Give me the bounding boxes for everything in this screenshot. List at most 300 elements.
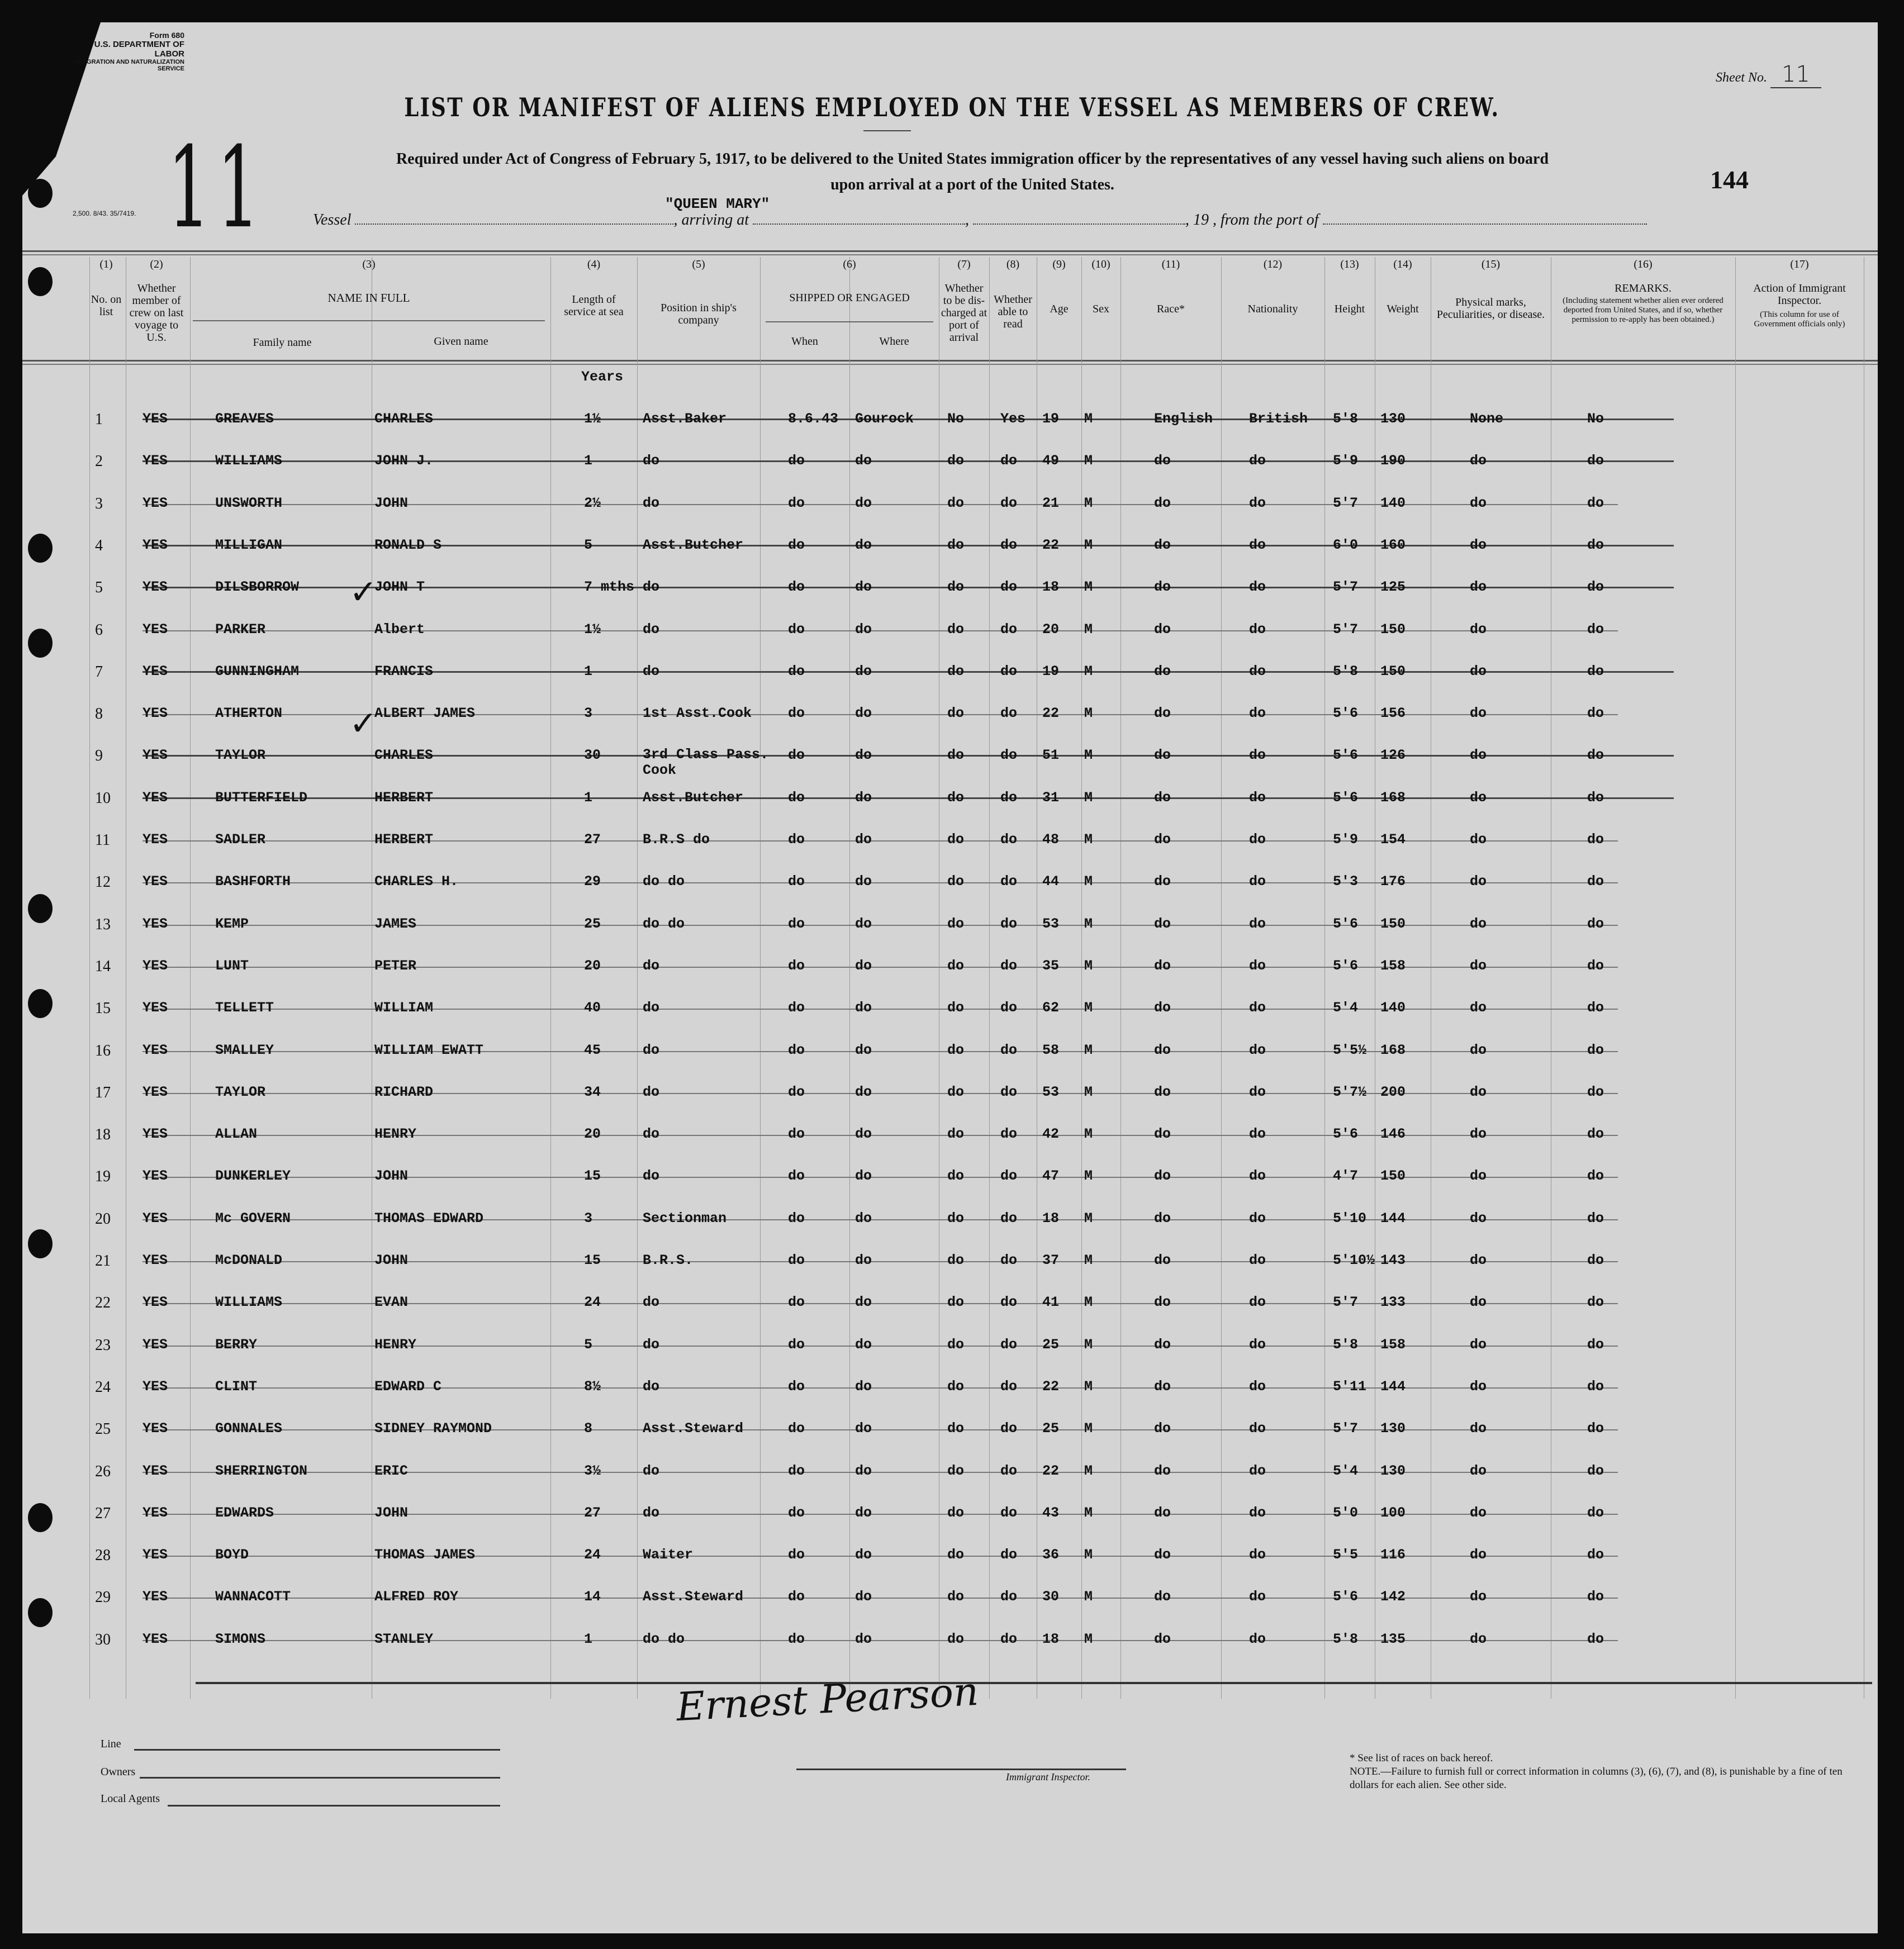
- arriving-date-field[interactable]: [973, 208, 1185, 225]
- sheet-number-value: 11: [1770, 61, 1821, 88]
- crew-last-voyage: YES: [143, 1252, 168, 1268]
- shipped-where: do: [855, 1504, 872, 1521]
- family-name: SIMONS: [215, 1630, 266, 1647]
- shipped-when: do: [788, 957, 805, 974]
- from-port-field[interactable]: [1323, 208, 1647, 225]
- able-to-read: do: [1000, 1378, 1018, 1395]
- remarks: do: [1587, 1294, 1604, 1311]
- race: do: [1154, 1336, 1171, 1353]
- height: 5'6: [1333, 747, 1359, 764]
- position: Waiter: [643, 1547, 694, 1563]
- table-row: [0, 1589, 1904, 1611]
- height: 5'8: [1333, 411, 1359, 427]
- list-end-rule: [196, 1682, 1872, 1684]
- age: 20: [1042, 621, 1060, 638]
- subtitle-line-2: upon arrival at a port of the United States.: [830, 176, 1114, 193]
- remarks: do: [1587, 1336, 1604, 1353]
- race: do: [1154, 1168, 1171, 1185]
- given-name: JAMES: [374, 915, 417, 932]
- sex: M: [1084, 1042, 1093, 1058]
- able-to-read: do: [1000, 495, 1018, 511]
- discharged: do: [947, 495, 965, 511]
- sex: M: [1084, 1126, 1093, 1143]
- given-name: JOHN: [374, 1252, 409, 1268]
- discharged: do: [947, 1589, 965, 1605]
- crew-last-voyage: YES: [143, 1168, 168, 1185]
- page-subtitle: [302, 146, 1643, 198]
- family-name: KEMP: [215, 915, 249, 932]
- table-row: [0, 411, 1904, 433]
- race: do: [1154, 1294, 1171, 1311]
- age: 31: [1042, 789, 1060, 806]
- col-9-header: Age: [1050, 303, 1069, 315]
- race: English: [1154, 411, 1213, 427]
- position: do: [643, 1378, 660, 1395]
- physical-marks: do: [1470, 1462, 1487, 1479]
- family-name: PARKER: [215, 621, 266, 638]
- position: B.R.S do: [643, 831, 710, 848]
- strike-through-line: [143, 545, 1674, 546]
- family-name: SADLER: [215, 831, 266, 848]
- position: Sectionman: [643, 1210, 727, 1227]
- shipped-where: do: [855, 1083, 872, 1100]
- year-label: , 19: [1185, 211, 1209, 229]
- col-5-header: Position in ship's company: [661, 302, 737, 326]
- nationality: do: [1249, 495, 1266, 511]
- shipped-where: do: [855, 705, 872, 722]
- handwritten-number: 11: [168, 123, 267, 253]
- race: do: [1154, 1589, 1171, 1605]
- able-to-read: do: [1000, 747, 1018, 764]
- given-name: CHARLES: [374, 747, 434, 764]
- nationality: do: [1249, 1083, 1266, 1100]
- sex: M: [1084, 705, 1093, 722]
- position: Asst.Butcher: [643, 536, 744, 553]
- service-length: 15: [584, 1252, 601, 1268]
- race: do: [1154, 1000, 1171, 1016]
- shipped-when: do: [788, 1210, 805, 1227]
- vessel-line: "QUEEN MARY" Vessel , arriving at , , 19 , from the port of: [313, 208, 1699, 229]
- family-name: Mc GOVERN: [215, 1210, 291, 1227]
- height: 5'8: [1333, 1630, 1359, 1647]
- crew-last-voyage: YES: [143, 873, 168, 890]
- arriving-port-field[interactable]: [753, 208, 965, 225]
- service-length: 3: [584, 705, 593, 722]
- crew-last-voyage: YES: [143, 453, 168, 469]
- shipped-when: do: [788, 789, 805, 806]
- given-name: RONALD S: [374, 536, 442, 553]
- sheet-number-label: Sheet No.: [1716, 70, 1767, 85]
- sex: M: [1084, 1000, 1093, 1016]
- age: 18: [1042, 1630, 1060, 1647]
- shipped-when: do: [788, 705, 805, 722]
- row-number: 25: [95, 1420, 111, 1438]
- row-number: 16: [95, 1042, 111, 1059]
- able-to-read: do: [1000, 621, 1018, 638]
- position: do: [643, 1168, 660, 1185]
- crew-last-voyage: YES: [143, 495, 168, 511]
- remarks: do: [1587, 873, 1604, 890]
- remarks: do: [1587, 747, 1604, 764]
- family-name: BERRY: [215, 1336, 258, 1353]
- discharged: do: [947, 1336, 965, 1353]
- row-number: 22: [95, 1294, 111, 1312]
- service-length: 5: [584, 1336, 593, 1353]
- position: do: [643, 1336, 660, 1353]
- service-length: 27: [584, 831, 601, 848]
- shipped-when: do: [788, 1378, 805, 1395]
- shipped-when: do: [788, 1504, 805, 1521]
- discharged: do: [947, 1547, 965, 1563]
- height: 5'6: [1333, 957, 1359, 974]
- col-17-note: (This column for use of Government officials only): [1754, 310, 1845, 329]
- crew-last-voyage: YES: [143, 1294, 168, 1311]
- years-unit-label: Years: [581, 369, 624, 385]
- physical-marks: do: [1470, 705, 1487, 722]
- service-length: 29: [584, 873, 601, 890]
- table-row: [0, 579, 1904, 601]
- sex: M: [1084, 621, 1093, 638]
- given-name: THOMAS EDWARD: [374, 1210, 484, 1227]
- able-to-read: do: [1000, 1420, 1018, 1437]
- col-10-number: (10): [1091, 258, 1110, 270]
- row-number: 12: [95, 873, 111, 891]
- age: 53: [1042, 1083, 1060, 1100]
- col-6-header: SHIPPED OR ENGAGED: [789, 292, 910, 304]
- col-5-number: (5): [692, 258, 705, 270]
- row-number: 5: [95, 579, 103, 597]
- owners-field[interactable]: [140, 1777, 500, 1779]
- remarks: No: [1587, 411, 1604, 427]
- age: 19: [1042, 411, 1060, 427]
- subtitle-line-1: Required under Act of Congress of February 5, 1917, to be delivered to the United States immigration officer by the representatives of any vessel having such aliens on board: [396, 150, 1549, 168]
- able-to-read: do: [1000, 915, 1018, 932]
- table-row: [0, 1337, 1904, 1359]
- shipped-where: do: [855, 579, 872, 596]
- position: do: [643, 579, 660, 596]
- discharged: do: [947, 915, 965, 932]
- table-row: [0, 537, 1904, 559]
- physical-marks: do: [1470, 536, 1487, 553]
- weight: 143: [1380, 1252, 1406, 1268]
- weight: 168: [1380, 1042, 1406, 1058]
- family-name: MILLIGAN: [215, 536, 283, 553]
- shipped-when: do: [788, 1126, 805, 1143]
- crew-last-voyage: YES: [143, 1083, 168, 1100]
- shipped-where: do: [855, 453, 872, 469]
- weight: 150: [1380, 915, 1406, 932]
- physical-marks: do: [1470, 831, 1487, 848]
- row-number: 21: [95, 1252, 111, 1270]
- crew-last-voyage: YES: [143, 663, 168, 679]
- footnotes: [1350, 1752, 1853, 1792]
- line-field[interactable]: [134, 1749, 500, 1751]
- physical-marks: do: [1470, 663, 1487, 679]
- row-number: 27: [95, 1504, 111, 1522]
- table-row: [0, 1210, 1904, 1233]
- col-10-header: Sex: [1093, 303, 1109, 315]
- nationality: do: [1249, 915, 1266, 932]
- table-row: [0, 1463, 1904, 1485]
- shipped-where: do: [855, 1294, 872, 1311]
- position: do: [643, 1083, 660, 1100]
- physical-marks: do: [1470, 1042, 1487, 1058]
- shipped-when: do: [788, 1000, 805, 1016]
- remarks: do: [1587, 705, 1604, 722]
- nationality: do: [1249, 1630, 1266, 1647]
- physical-marks: do: [1470, 1210, 1487, 1227]
- nationality: do: [1249, 663, 1266, 679]
- discharged: do: [947, 1504, 965, 1521]
- age: 22: [1042, 536, 1060, 553]
- race: do: [1154, 621, 1171, 638]
- row-number: 19: [95, 1168, 111, 1186]
- table-row: [0, 1420, 1904, 1443]
- position: Asst.Butcher: [643, 789, 744, 806]
- able-to-read: do: [1000, 1042, 1018, 1058]
- discharged: do: [947, 621, 965, 638]
- row-number: 6: [95, 621, 103, 639]
- age: 37: [1042, 1252, 1060, 1268]
- weight: 125: [1380, 579, 1406, 596]
- weight: 135: [1380, 1630, 1406, 1647]
- family-name: McDONALD: [215, 1252, 283, 1268]
- position: Asst.Steward: [643, 1420, 744, 1437]
- physical-marks: do: [1470, 1420, 1487, 1437]
- discharged: do: [947, 1042, 965, 1058]
- vessel-field[interactable]: [355, 208, 673, 225]
- service-length: 40: [584, 1000, 601, 1016]
- service-length: 5: [584, 536, 593, 553]
- physical-marks: do: [1470, 747, 1487, 764]
- service-length: 20: [584, 957, 601, 974]
- table-row: [0, 495, 1904, 517]
- form-number: Form 680: [149, 31, 184, 40]
- crew-last-voyage: YES: [143, 1589, 168, 1605]
- physical-marks: do: [1470, 1126, 1487, 1143]
- weight: 144: [1380, 1210, 1406, 1227]
- service-length: 8½: [584, 1378, 601, 1395]
- sex: M: [1084, 1462, 1093, 1479]
- weight: 130: [1380, 411, 1406, 427]
- shipped-when: do: [788, 453, 805, 469]
- weight: 142: [1380, 1589, 1406, 1605]
- discharged: do: [947, 873, 965, 890]
- crew-last-voyage: YES: [143, 831, 168, 848]
- table-row: [0, 705, 1904, 728]
- family-name: TAYLOR: [215, 747, 266, 764]
- row-number: 10: [95, 789, 111, 807]
- local-agents-field[interactable]: [168, 1805, 500, 1807]
- nationality: do: [1249, 621, 1266, 638]
- weight: 130: [1380, 1462, 1406, 1479]
- shipped-when: do: [788, 536, 805, 553]
- service-length: 25: [584, 915, 601, 932]
- nationality: do: [1249, 1294, 1266, 1311]
- race: do: [1154, 1504, 1171, 1521]
- sex: M: [1084, 1336, 1093, 1353]
- weight: 100: [1380, 1504, 1406, 1521]
- col-13-number: (13): [1340, 258, 1359, 270]
- nationality: do: [1249, 1378, 1266, 1395]
- sex: M: [1084, 1589, 1093, 1605]
- able-to-read: do: [1000, 705, 1018, 722]
- strike-through-line: [143, 460, 1674, 462]
- age: 44: [1042, 873, 1060, 890]
- weight: 126: [1380, 747, 1406, 764]
- height: 5'7: [1333, 495, 1359, 511]
- race: do: [1154, 1252, 1171, 1268]
- penalty-note: NOTE.—Failure to furnish full or correct information in columns (3), (6), (7), and (8), is punishable by a fine of ten dollars for each alien. See other side.: [1350, 1766, 1843, 1791]
- service-length: 3½: [584, 1462, 601, 1479]
- crew-last-voyage: YES: [143, 411, 168, 427]
- when-header: When: [791, 335, 818, 348]
- col-3-number: (3): [362, 258, 376, 270]
- remarks: do: [1587, 1083, 1604, 1100]
- shipped-when: do: [788, 873, 805, 890]
- col-14-header: Weight: [1387, 303, 1419, 315]
- height: 5'7½: [1333, 1083, 1367, 1100]
- race: do: [1154, 873, 1171, 890]
- given-name: HENRY: [374, 1336, 417, 1353]
- family-name: ATHERTON: [215, 705, 283, 722]
- table-row: [0, 1000, 1904, 1022]
- position: do: [643, 1504, 660, 1521]
- table-row: [0, 1631, 1904, 1653]
- row-number: 7: [95, 663, 103, 681]
- given-name: ALBERT JAMES: [374, 705, 476, 722]
- family-name: ALLAN: [215, 1126, 258, 1143]
- sex: M: [1084, 1378, 1093, 1395]
- age: 62: [1042, 1000, 1060, 1016]
- col-3-divider: [193, 320, 545, 321]
- sex: M: [1084, 1252, 1093, 1268]
- discharged: do: [947, 1252, 965, 1268]
- position: do: [643, 1462, 660, 1479]
- family-name: WILLIAMS: [215, 1294, 283, 1311]
- nationality: do: [1249, 1336, 1266, 1353]
- nationality: British: [1249, 411, 1308, 427]
- physical-marks: do: [1470, 1378, 1487, 1395]
- nationality: do: [1249, 1042, 1266, 1058]
- age: 22: [1042, 1462, 1060, 1479]
- nationality: do: [1249, 957, 1266, 974]
- row-number: 9: [95, 747, 103, 765]
- col-4-header: Length of service at sea: [564, 293, 624, 318]
- col-1-number: (1): [99, 258, 113, 270]
- row-number: 15: [95, 1000, 111, 1018]
- race: do: [1154, 1210, 1171, 1227]
- crew-last-voyage: YES: [143, 1000, 168, 1016]
- col-6-divider: [766, 321, 933, 322]
- physical-marks: do: [1470, 1000, 1487, 1016]
- row-number: 29: [95, 1589, 111, 1606]
- discharged: do: [947, 1000, 965, 1016]
- sex: M: [1084, 536, 1093, 553]
- service-length: 24: [584, 1294, 601, 1311]
- given-name: RICHARD: [374, 1083, 434, 1100]
- physical-marks: do: [1470, 1589, 1487, 1605]
- service-length: 1: [584, 663, 593, 679]
- race: do: [1154, 1630, 1171, 1647]
- weight: 150: [1380, 1168, 1406, 1185]
- race: do: [1154, 957, 1171, 974]
- check-mark-icon: ✓: [349, 573, 378, 612]
- age: 30: [1042, 1589, 1060, 1605]
- discharged: do: [947, 1420, 965, 1437]
- age: 53: [1042, 915, 1060, 932]
- weight: 144: [1380, 1378, 1406, 1395]
- table-row: [0, 1042, 1904, 1064]
- owners-label: Owners: [101, 1766, 136, 1778]
- remarks: do: [1587, 663, 1604, 679]
- weight: 140: [1380, 1000, 1406, 1016]
- physical-marks: do: [1470, 495, 1487, 511]
- race: do: [1154, 536, 1171, 553]
- weight: 150: [1380, 621, 1406, 638]
- service-length: 1½: [584, 411, 601, 427]
- remarks: do: [1587, 1042, 1604, 1058]
- strike-through-line: [143, 671, 1674, 673]
- shipped-where: do: [855, 957, 872, 974]
- position: do: [643, 957, 660, 974]
- physical-marks: do: [1470, 1294, 1487, 1311]
- race: do: [1154, 1126, 1171, 1143]
- position: do: [643, 1294, 660, 1311]
- remarks: do: [1587, 495, 1604, 511]
- arriving-label: , arriving at: [673, 211, 749, 229]
- age: 51: [1042, 747, 1060, 764]
- sex: M: [1084, 495, 1093, 511]
- inspector-label: Immigrant Inspector.: [1006, 1771, 1090, 1782]
- stamp-number: 144: [1710, 165, 1749, 194]
- col-16-header: REMARKS.: [1615, 282, 1672, 294]
- able-to-read: do: [1000, 663, 1018, 679]
- punch-hole: [28, 179, 53, 208]
- race: do: [1154, 831, 1171, 848]
- discharged: do: [947, 747, 965, 764]
- given-name: WILLIAM: [374, 1000, 434, 1016]
- position: do do: [643, 873, 685, 890]
- crew-last-voyage: YES: [143, 747, 168, 764]
- inspector-signature-line: [796, 1769, 1126, 1770]
- family-name: LUNT: [215, 957, 249, 974]
- service-length: 15: [584, 1168, 601, 1185]
- service-length: 1: [584, 1630, 593, 1647]
- row-number: 4: [95, 536, 103, 554]
- shipped-when: 8.6.43: [788, 411, 839, 427]
- nationality: do: [1249, 1462, 1266, 1479]
- position: do: [643, 495, 660, 511]
- discharged: do: [947, 453, 965, 469]
- service-length: 1: [584, 453, 593, 469]
- where-header: Where: [879, 335, 909, 348]
- able-to-read: do: [1000, 1126, 1018, 1143]
- able-to-read: do: [1000, 536, 1018, 553]
- row-number: 26: [95, 1462, 111, 1480]
- col-2-number: (2): [150, 258, 163, 270]
- col-12-header: Nationality: [1247, 303, 1298, 315]
- age: 25: [1042, 1336, 1060, 1353]
- remarks: do: [1587, 579, 1604, 596]
- table-row: [0, 747, 1904, 779]
- given-name: JOHN: [374, 495, 409, 511]
- given-name-header: Given name: [434, 335, 488, 348]
- family-name: SMALLEY: [215, 1042, 274, 1058]
- height: 5'8: [1333, 663, 1359, 679]
- discharged: do: [947, 663, 965, 679]
- position: do: [643, 453, 660, 469]
